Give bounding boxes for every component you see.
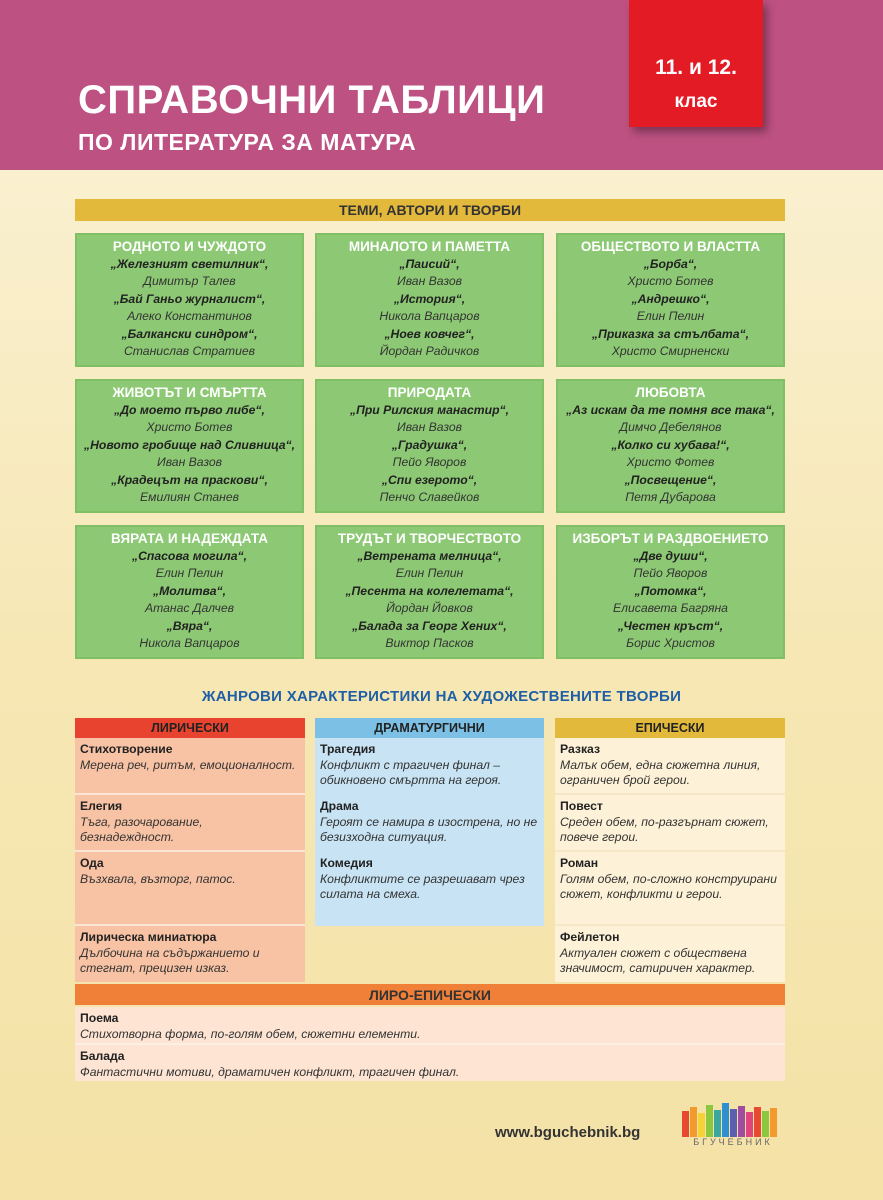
grade-badge-label: клас	[674, 91, 718, 112]
genre-name: Поема	[80, 1011, 119, 1025]
work-title: „Приказка за стълбата“,	[591, 326, 749, 341]
genre-name: Комедия	[320, 856, 373, 870]
author-name: Иван Вазов	[397, 420, 462, 435]
work-title: „Новото гробище над Сливница“,	[83, 437, 295, 452]
theme-cell	[75, 379, 304, 513]
genre-name: Драма	[320, 799, 359, 813]
genre-name: Балада	[80, 1049, 125, 1063]
author-name: Димитър Талев	[143, 274, 236, 289]
logo-wordmark: БГУЧЕБНИК	[693, 1137, 773, 1147]
genre-entry	[75, 852, 305, 926]
work-title: „Честен кръст“,	[617, 618, 724, 633]
theme-title: ТРУДЪТ И ТВОРЧЕСТВОТО	[337, 531, 522, 546]
theme-title: ЖИВОТЪТ И СМЪРТТА	[112, 385, 267, 400]
author-name: Пейо Яворов	[633, 566, 708, 581]
theme-title: ИЗБОРЪТ И РАЗДВОЕНИЕТО	[572, 531, 769, 546]
page-subtitle: ПО ЛИТЕРАТУРА ЗА МАТУРА	[78, 129, 417, 155]
work-title: „Балада за Георг Хених“,	[352, 618, 507, 633]
author-name: Иван Вазов	[397, 274, 462, 289]
author-name: Иван Вазов	[157, 455, 222, 470]
work-title: „История“,	[393, 291, 466, 306]
epic-column-header: ЕПИЧЕСКИ	[555, 718, 785, 738]
theme-cell	[556, 525, 785, 659]
author-name: Емилиян Станев	[140, 489, 239, 504]
author-name: Петя Дубарова	[625, 489, 716, 504]
genre-name: Фейлетон	[560, 930, 620, 944]
work-title: „Ноев ковчег“,	[384, 326, 475, 341]
genre-description: Конфликтите се разрешават чрез силата на смеха.	[320, 871, 525, 901]
work-title: „Паисий“,	[399, 257, 460, 271]
work-title: „Колко си хубава!“,	[611, 437, 730, 452]
theme-cell	[556, 233, 785, 367]
work-title: „Песента на колелетата“,	[345, 583, 514, 598]
genre-name: Стихотворение	[80, 742, 173, 756]
genre-name: Трагедия	[320, 742, 376, 756]
genre-entry	[315, 795, 544, 852]
genre-entry	[75, 1007, 785, 1045]
work-title: „Аз искам да те помня все така“,	[566, 403, 775, 417]
author-name: Йордан Радичков	[379, 343, 480, 358]
work-title: „Ветрената мелница“,	[357, 549, 502, 563]
genre-entry	[75, 795, 305, 852]
genre-description: Малък обем, една сюжетна линия, ограничен брой герои.	[560, 757, 761, 787]
theme-cell	[315, 379, 544, 513]
theme-title: ОБЩЕСТВОТО И ВЛАСТТА	[580, 239, 761, 254]
work-title: „Борба“,	[643, 257, 698, 271]
genre-entry	[75, 738, 305, 795]
genre-description: Дълбочина на съдържанието и стегнат, прецизен изказ.	[80, 945, 260, 975]
work-title: „Спи езерото“,	[381, 472, 478, 487]
author-name: Христо Ботев	[146, 420, 233, 435]
genre-description: Възхвала, възторг, патос.	[80, 871, 236, 886]
work-title: „Две души“,	[633, 549, 708, 563]
page-title: СПРАВОЧНИ ТАБЛИЦИ	[78, 78, 546, 122]
work-title: „До моето първо либе“,	[114, 403, 265, 417]
author-name: Атанас Далчев	[144, 601, 235, 616]
genre-name: Елегия	[80, 799, 123, 813]
genre-entry	[555, 852, 785, 926]
work-title: „Бай Ганьо журналист“,	[113, 291, 266, 306]
work-title: „Посвещение“,	[624, 472, 717, 487]
grade-badge	[629, 0, 763, 127]
theme-cell	[556, 379, 785, 513]
genre-name: Разказ	[560, 742, 601, 756]
genre-entry	[315, 738, 544, 795]
genre-entry	[555, 738, 785, 795]
author-name: Елин Пелин	[155, 566, 224, 581]
theme-title: ПРИРОДАТА	[387, 385, 472, 400]
drama-column-header: ДРАМАТУРГИЧНИ	[315, 718, 544, 738]
genre-entry	[555, 795, 785, 852]
genre-description: Голям обем, по-сложно конструирани сюжет, конфликти и герои.	[560, 871, 777, 901]
grade-badge-number: 11. и 12.	[655, 56, 737, 79]
work-title: „Молитва“,	[152, 583, 226, 598]
work-title: „Спасова могила“,	[132, 549, 247, 563]
theme-title: ЛЮБОВТА	[635, 385, 706, 400]
work-title: „При Рилския манастир“,	[349, 403, 509, 417]
theme-cell	[75, 525, 304, 659]
theme-title: МИНАЛОТО И ПАМЕТТА	[348, 239, 511, 254]
genre-description: Стихотворна форма, по-голям обем, сюжетни елементи.	[80, 1027, 421, 1041]
genre-name: Роман	[560, 856, 599, 870]
theme-cell	[75, 233, 304, 367]
author-name: Никола Вапцаров	[139, 635, 240, 650]
genre-description: Героят се намира в изострена, но не безизходна ситуация.	[320, 814, 538, 844]
genre-description: Фантастични мотиви, драматичен конфликт, трагичен финал.	[80, 1065, 460, 1079]
author-name: Христо Смирненски	[611, 343, 730, 358]
work-title: „Балкански синдром“,	[121, 326, 258, 341]
work-title: „Потомка“,	[634, 583, 707, 598]
genre-description: Мерена реч, ритъм, емоционалност.	[80, 757, 296, 772]
genres-heading: ЖАНРОВИ ХАРАКТЕРИСТИКИ НА ХУДОЖЕСТВЕНИТЕ ТВОРБИ	[201, 688, 682, 705]
theme-title: РОДНОТО И ЧУЖДОТО	[112, 239, 267, 254]
genre-name: Лирическа миниатюра	[80, 930, 217, 944]
author-name: Димчо Дебелянов	[619, 420, 722, 435]
author-name: Йордан Йовков	[386, 601, 473, 616]
genre-description: Конфликт с трагичен финал – обикновено смъртта на героя.	[320, 757, 502, 787]
genre-entry	[75, 1045, 785, 1081]
author-name: Елисавета Багряна	[613, 601, 728, 616]
work-title: „Железният светилник“,	[110, 257, 269, 271]
work-title: „Вяра“,	[166, 618, 213, 633]
author-name: Христо Фотев	[626, 455, 715, 470]
author-name: Елин Пелин	[395, 566, 464, 581]
genre-description: Актуален сюжет с обществена значимост, сатиричен характер.	[560, 945, 756, 975]
author-name: Алеко Константинов	[127, 309, 252, 324]
website-link[interactable]: www.bguchebnik.bg	[495, 1124, 641, 1141]
lyro-epic-header: ЛИРО-ЕПИЧЕСКИ	[75, 984, 785, 1005]
theme-title: ВЯРАТА И НАДЕЖДАТА	[110, 531, 269, 546]
author-name: Борис Христов	[626, 635, 715, 650]
genre-entry	[315, 852, 544, 926]
theme-cell	[315, 233, 544, 367]
work-title: „Градушка“,	[391, 437, 468, 452]
lyric-column-header: ЛИРИЧЕСКИ	[75, 718, 305, 738]
author-name: Елин Пелин	[636, 309, 705, 324]
author-name: Виктор Пасков	[385, 635, 474, 650]
author-name: Станислав Стратиев	[123, 343, 255, 358]
genre-name: Повест	[560, 799, 603, 813]
work-title: „Крадецът на праскови“,	[111, 472, 268, 487]
genre-entry	[555, 926, 785, 982]
author-name: Пейо Яворов	[392, 455, 467, 470]
genre-description: Тъга, разочарование, безнадеждност.	[80, 814, 203, 844]
genre-entry	[75, 926, 305, 982]
themes-heading: ТЕМИ, АВТОРИ И ТВОРБИ	[75, 199, 785, 221]
author-name: Никола Вапцаров	[379, 309, 480, 324]
genre-description: Среден обем, по-разгърнат сюжет, повече герои.	[560, 814, 769, 844]
genre-name: Ода	[80, 856, 104, 870]
theme-cell	[315, 525, 544, 659]
author-name: Христо Ботев	[627, 274, 714, 289]
author-name: Пенчо Славейков	[379, 489, 480, 504]
work-title: „Андрешко“,	[631, 291, 710, 306]
